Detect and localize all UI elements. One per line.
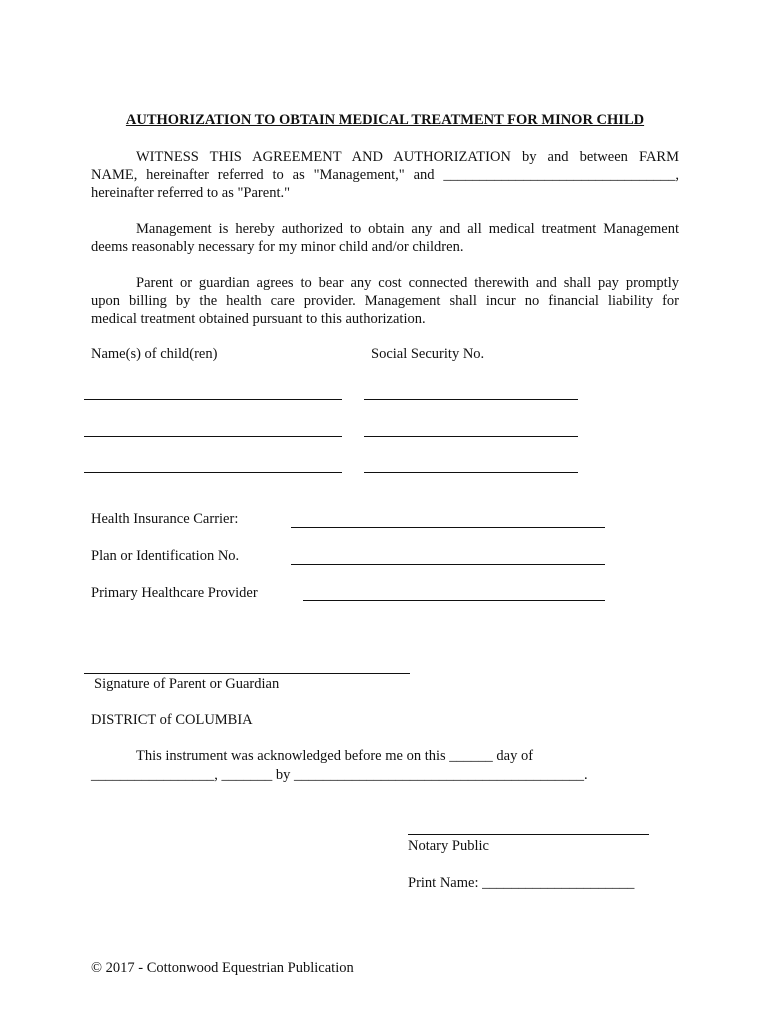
signature-label: Signature of Parent or Guardian <box>94 676 280 692</box>
document-title: AUTHORIZATION TO OBTAIN MEDICAL TREATMENT FOR MINOR CHILD <box>125 112 645 128</box>
witness-line-2: NAME, hereinafter referred to as "Management," and ________________________________, <box>91 167 679 183</box>
witness-paragraph <box>91 148 679 202</box>
authorization-paragraph <box>91 220 679 256</box>
cost-paragraph <box>91 274 679 328</box>
authorization-line-2: deems reasonably necessary for my minor child and/or children. <box>91 239 464 255</box>
notary-public-label: Notary Public <box>408 838 489 854</box>
healthcare-provider-field[interactable] <box>303 600 605 601</box>
parent-signature-field[interactable] <box>84 673 410 674</box>
ssn-field-2[interactable] <box>364 436 578 437</box>
children-header: Name(s) of child(ren) <box>91 346 218 362</box>
acknowledgment-line-2: _________________, _______ by ________________________________________. <box>91 767 588 783</box>
authorization-line-1: Management is hereby authorized to obtain any and all medical treatment Management <box>136 221 679 237</box>
ssn-field-3[interactable] <box>364 472 578 473</box>
print-name-line: Print Name: _____________________ <box>408 875 635 891</box>
district-heading: DISTRICT of COLUMBIA <box>91 712 253 728</box>
ssn-field-1[interactable] <box>364 399 578 400</box>
insurance-carrier-label: Health Insurance Carrier: <box>91 511 239 527</box>
cost-line-3: medical treatment obtained pursuant to this authorization. <box>91 311 426 327</box>
witness-line-1: WITNESS THIS AGREEMENT AND AUTHORIZATION by and between FARM <box>136 149 679 165</box>
ssn-header: Social Security No. <box>371 346 485 362</box>
cost-line-2: upon billing by the health care provider. Management shall incur no financial liability for <box>91 293 679 309</box>
child-name-field-1[interactable] <box>84 399 342 400</box>
healthcare-provider-label: Primary Healthcare Provider <box>91 585 258 601</box>
child-name-field-3[interactable] <box>84 472 342 473</box>
notary-signature-field[interactable] <box>408 834 649 835</box>
acknowledgment-line-1: This instrument was acknowledged before me on this ______ day of <box>136 748 534 764</box>
insurance-carrier-field[interactable] <box>291 527 605 528</box>
cost-line-1: Parent or guardian agrees to bear any cost connected therewith and shall pay promptly <box>136 275 679 291</box>
copyright-footer: © 2017 - Cottonwood Equestrian Publication <box>91 960 354 976</box>
witness-line-3: hereinafter referred to as "Parent." <box>91 185 291 201</box>
child-name-field-2[interactable] <box>84 436 342 437</box>
plan-id-field[interactable] <box>291 564 605 565</box>
plan-id-label: Plan or Identification No. <box>91 548 240 564</box>
